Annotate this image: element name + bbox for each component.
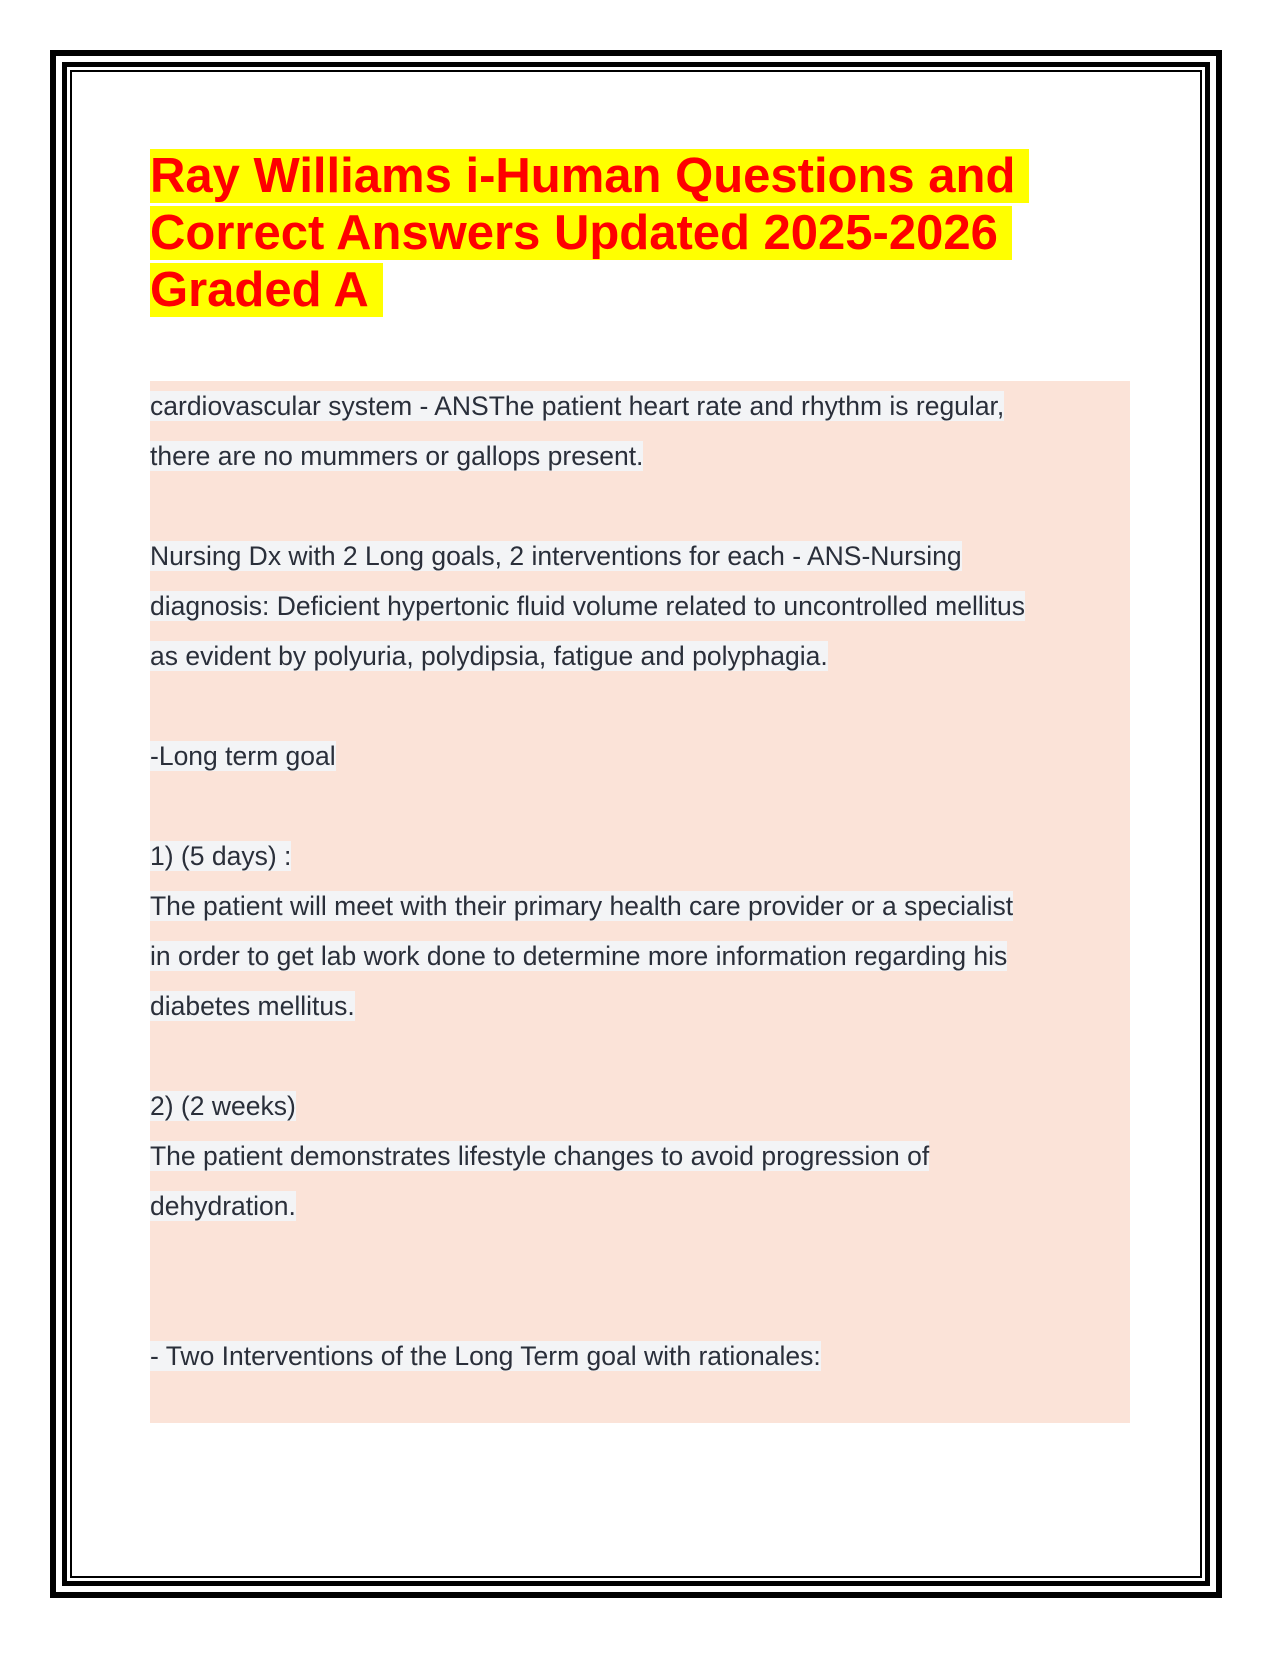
spacer: [150, 1031, 1130, 1081]
goal1-line-1: The patient will meet with their primary health care provider or a specialist: [150, 891, 1014, 921]
spacer: [150, 681, 1130, 731]
goal1-line-3: diabetes mellitus.: [150, 991, 355, 1021]
document-title: [150, 148, 1090, 319]
interventions-heading: - Two Interventions of the Long Term goal with rationales:: [150, 1341, 821, 1371]
goal2-line-1: The patient demonstrates lifestyle changes to avoid progression of: [150, 1141, 930, 1171]
answer-content: [150, 381, 1130, 1423]
goal2-line-2: dehydration.: [150, 1191, 296, 1221]
title-line-1: Ray Williams i-Human Questions and: [150, 149, 1029, 203]
goal2-label: 2) (2 weeks): [150, 1091, 296, 1121]
long-term-goal-heading: -Long term goal: [150, 741, 336, 771]
q2-line-1: Nursing Dx with 2 Long goals, 2 interventions for each - ANS-Nursing: [150, 541, 962, 571]
goal1-line-2: in order to get lab work done to determine more information regarding his: [150, 941, 1008, 971]
title-line-3: Graded A: [150, 263, 383, 317]
q2-line-3: as evident by polyuria, polydipsia, fatigue and polyphagia.: [150, 641, 828, 671]
spacer: [150, 481, 1130, 531]
q1-line-1: cardiovascular system - ANSThe patient heart rate and rhythm is regular,: [150, 391, 1005, 421]
q1-line-2: there are no mummers or gallops present.: [150, 441, 644, 471]
title-line-2: Correct Answers Updated 2025-2026: [150, 206, 1012, 260]
spacer: [150, 1231, 1130, 1331]
q2-line-2: diagnosis: Deficient hypertonic fluid volume related to uncontrolled mellitus: [150, 591, 1025, 621]
goal1-label: 1) (5 days) :: [150, 841, 292, 871]
spacer: [150, 781, 1130, 831]
